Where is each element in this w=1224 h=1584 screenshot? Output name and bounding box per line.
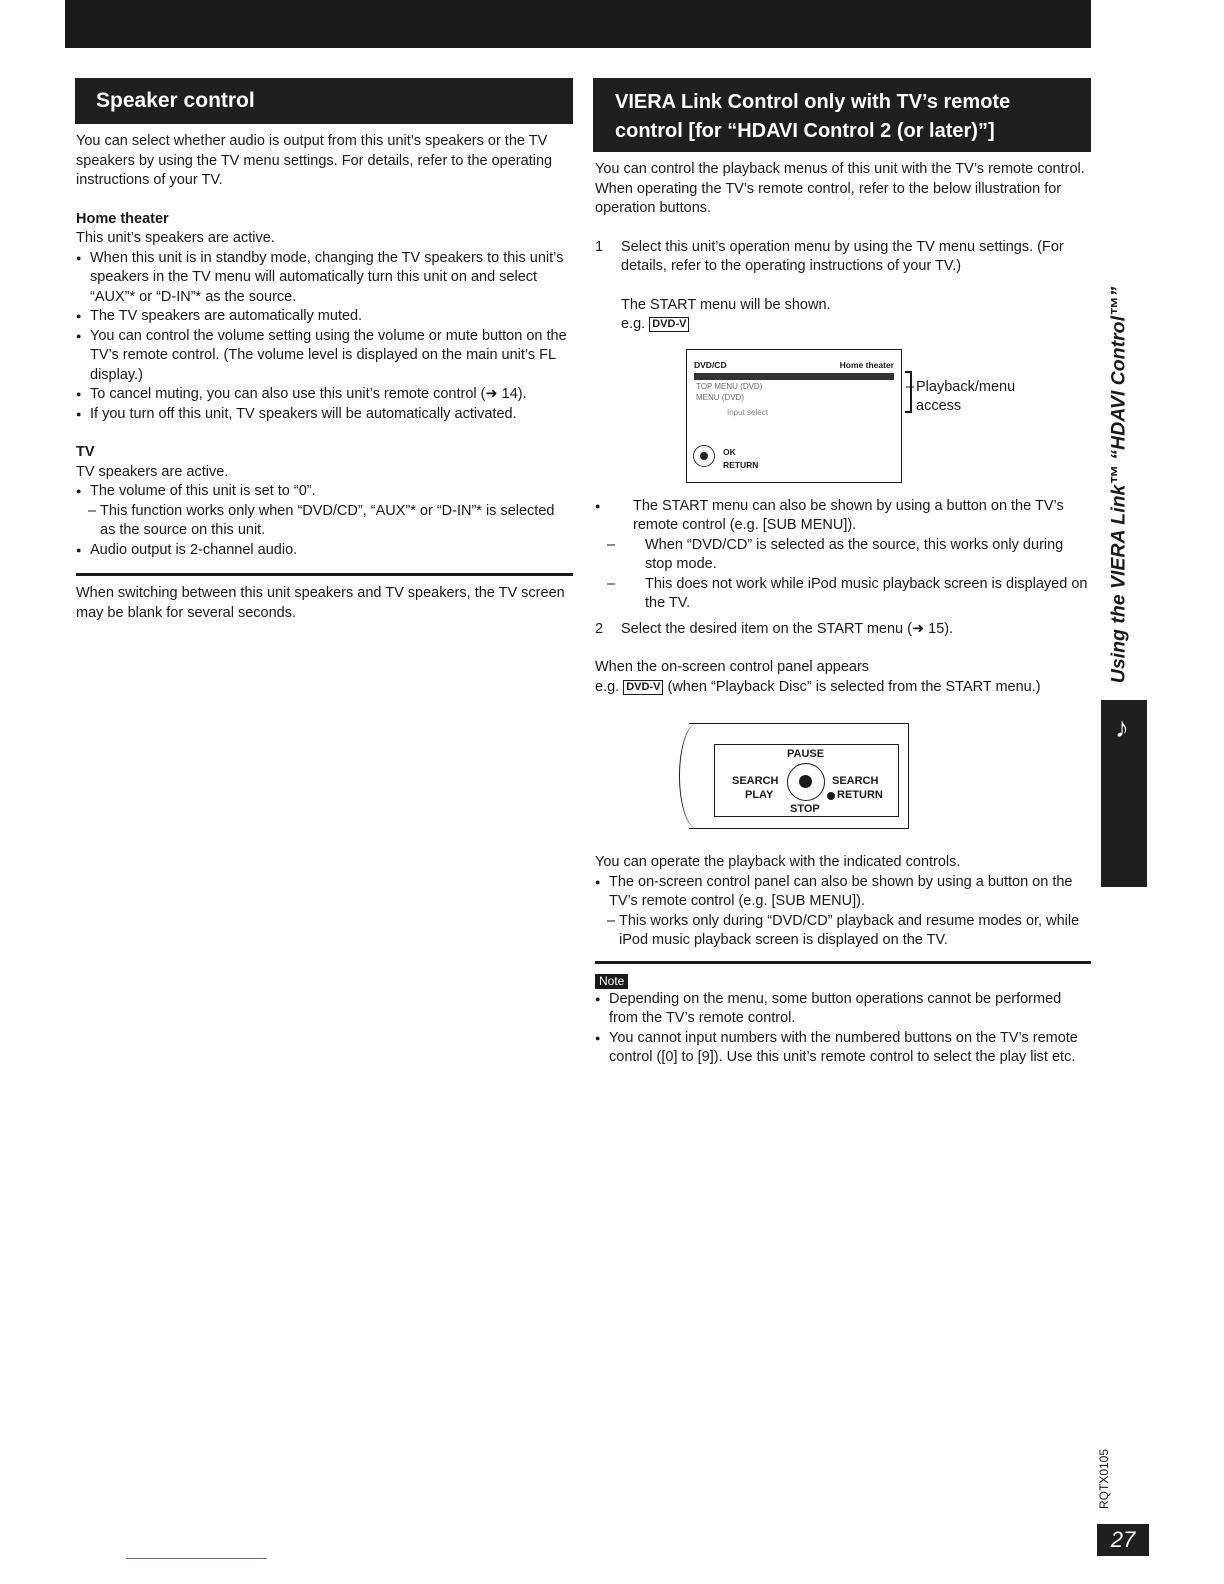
section-title-viera-link (593, 78, 1091, 152)
control-panel-illustration (679, 723, 909, 829)
switching-note: When switching between this unit speakers and TV speakers, the TV screen may be blank for several seconds. (76, 585, 565, 621)
screen-dpad-icon (693, 445, 715, 467)
title-line-1: VIERA Link Control only with TV’s remote (615, 91, 1011, 113)
home-theater-desc: This unit’s speakers are active. (76, 230, 275, 246)
panel-tv-frame-right (908, 723, 909, 829)
viera-link-section (595, 78, 1091, 1068)
note-bullet-1: ● Depending on the menu, some button operations cannot be performed from the TV’s remote control. (595, 990, 1091, 1029)
example-line-1 (595, 315, 1091, 335)
screen-highlight-bar (694, 373, 894, 380)
screen-item-menu: MENU (DVD) (696, 392, 744, 402)
section-title-speaker-control: Speaker control (75, 78, 573, 124)
note-bullet-2: ● You cannot input numbers with the numbered buttons on the TV’s remote control ([0] to [9]). Use this unit’s remote control to select the play list etc. (595, 1029, 1091, 1068)
document-id-text: RQTX0105 (1097, 1448, 1111, 1510)
start-menu-screen (686, 349, 1016, 483)
panel-tv-frame-bottom (689, 828, 909, 829)
dvd-v-badge: DVD-V (649, 317, 689, 332)
page-number: 27 (1097, 1524, 1149, 1556)
on-screen-control-panel (714, 744, 899, 817)
start-dash-2-text: This does not work while iPod music playback screen is displayed on the TV. (645, 575, 1088, 611)
panel-tv-frame-arc (679, 723, 716, 829)
side-chapter-title (1101, 286, 1137, 684)
note-label-row (595, 972, 1091, 990)
panel-tv-frame-top (689, 723, 909, 724)
panel-pause-label: PAUSE (787, 748, 825, 760)
tv-bullet-2: ● Audio output is 2-channel audio. (76, 541, 573, 561)
home-theater-heading: Home theater (76, 210, 169, 227)
speaker-control-section (76, 78, 573, 623)
screen-header (694, 360, 894, 370)
start-bullet-1 (595, 497, 1091, 536)
panel-return-dot-icon (827, 792, 835, 800)
step-2 (595, 620, 1091, 640)
divider-rule (76, 573, 573, 576)
note-label: Note (595, 974, 628, 989)
panel-dash-1: – This works only during “DVD/CD” playback and resume modes or, while iPod music playback screen is displayed on the TV. (595, 912, 1091, 951)
panel-return-label: RETURN (837, 789, 883, 801)
panel-bullet-1: ● The on-screen control panel can also be shown by using a button on the TV’s remote control (e.g. [SUB MENU]). (595, 873, 1091, 912)
panel-eg-suffix: (when “Playback Disc” is selected from the START menu.) (667, 678, 1041, 695)
home-theater-bullet-1: ● When this unit is in standby mode, changing the TV speakers to this unit’s speakers in the TV menu will automatically turn this unit on and select “AUX”* or “D-IN”* as the source. (76, 249, 573, 308)
eg-label-2: e.g. (595, 678, 620, 695)
operate-text: You can operate the playback with the indicated controls. (595, 854, 961, 870)
home-theater-bullet-3: ● You can control the volume setting using the volume or mute button on the TV’s remote control. (The volume level is displayed on the main unit’s FL display.) (76, 327, 573, 386)
panel-stop-label: STOP (790, 803, 820, 815)
eg-label: e.g. (621, 316, 646, 332)
dvd-v-badge-2: DVD-V (623, 680, 663, 695)
step-1-number: 1 (595, 238, 604, 255)
example-line-2 (595, 678, 1091, 698)
tv-desc: TV speakers are active. (76, 463, 229, 480)
side-title-text: Using the VIERA Link™ “HDAVI Control™” (1107, 286, 1130, 684)
side-tab-block (1101, 700, 1147, 887)
screen-source: DVD/CD (694, 359, 727, 370)
panel-search-left-label: SEARCH (732, 775, 779, 787)
start-menu-shown: The START menu will be shown. (621, 296, 831, 313)
screen-item-top-menu: TOP MENU (DVD) (696, 381, 763, 391)
viera-intro: You can control the playback menus of this unit with the TV’s remote control. When operating the TV’s remote control, refer to the below illustration for operation buttons. (595, 161, 1085, 216)
bottom-decorative-line (126, 1558, 267, 1559)
step-2-text: Select the desired item on the START menu (➜ 15). (621, 620, 954, 637)
top-black-bar (65, 0, 1091, 48)
tv-heading: TV (76, 444, 95, 460)
start-dash-2 (595, 575, 1091, 614)
tv-bullet-1: ● The volume of this unit is set to “0”. (76, 482, 573, 502)
panel-search-right-label: SEARCH (832, 775, 879, 787)
tv-dash-1: – This function works only when “DVD/CD”, “AUX”* or “D-IN”* is selected as the source on this unit. (76, 502, 573, 541)
music-note-icon: ♪ (1115, 712, 1129, 743)
speaker-intro: You can select whether audio is output from this unit’s speakers or the TV speakers by using the TV menu settings. For details, refer to the operating instructions of your TV. (76, 133, 553, 188)
step-1-text: Select this unit’s operation menu by using the TV menu settings. (For details, refer to the operating instructions of your TV.) (621, 238, 1064, 274)
home-theater-bullet-2: ● The TV speakers are automatically muted. (76, 307, 573, 327)
title-line-2: control [for “HDAVI Control 2 (or later)”] (615, 120, 995, 142)
screen-ok-label: OK (723, 446, 736, 457)
step-1 (595, 238, 1091, 277)
home-theater-bullet-4: ● To cancel muting, you can also use this unit’s remote control (➜ 14). (76, 385, 573, 405)
screen-return-label: RETURN (723, 459, 759, 470)
screen-mode: Home theater (839, 359, 894, 370)
panel-dpad-icon (787, 763, 825, 801)
start-bullet-1-text: The START menu can also be shown by using a button on the TV’s remote control (e.g. [SUB MENU]). (633, 497, 1064, 533)
start-dash-1-text: When “DVD/CD” is selected as the source, this works only during stop mode. (645, 536, 1064, 572)
playback-menu-callout: – Playback/menu access (916, 378, 1026, 417)
home-theater-bullet-5: ● If you turn off this unit, TV speakers will be automatically activated. (76, 405, 573, 425)
start-dash-1 (595, 536, 1091, 575)
screen-item-input-select: Input select (727, 407, 768, 417)
document-id (1093, 1444, 1115, 1514)
step-2-number: 2 (595, 620, 604, 637)
panel-appears: When the on-screen control panel appears (595, 659, 870, 675)
panel-play-label: PLAY (745, 789, 774, 801)
divider-rule-right (595, 961, 1091, 964)
